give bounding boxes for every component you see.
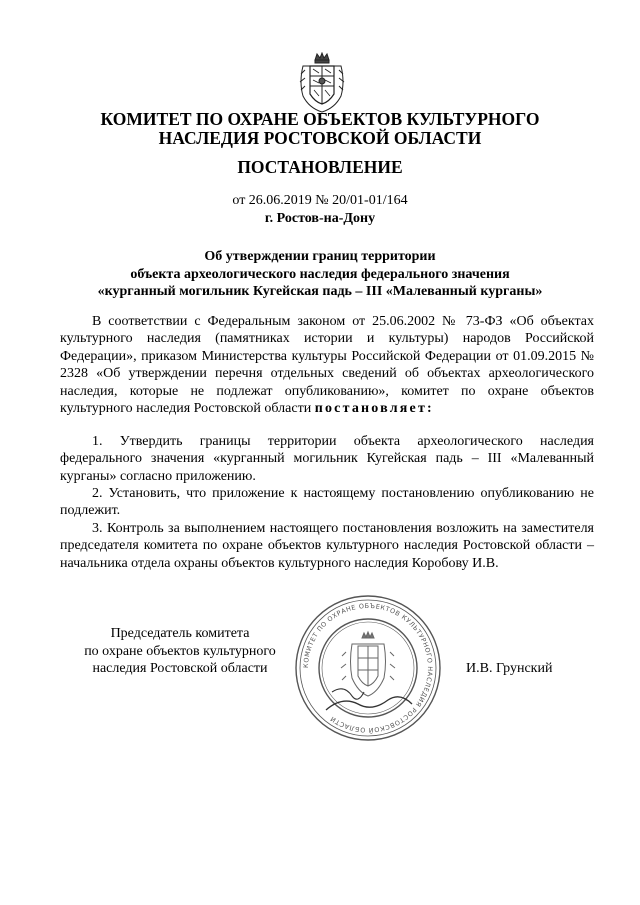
- preamble-paragraph: [60, 313, 594, 417]
- document-date-number: от 26.06.2019 № 20/01-01/164: [232, 193, 408, 208]
- subject-line3: «курганный могильник Кугейская падь – III «Малеванный курганы»: [97, 284, 543, 299]
- decision-item-1: 1. Утвердить границы территории объекта археологического наследия федерального значения «курганный могильник Кугейская падь – III «Малеванный курганы» согласно приложению.: [60, 434, 594, 484]
- organization-title-line1: КОМИТЕТ ПО ОХРАНЕ ОБЪЕКТОВ КУЛЬТУРНОГО: [100, 109, 540, 129]
- decree-word: постановляет:: [314, 401, 434, 417]
- preamble-text: В соответствии с Федеральным законом от 25.06.2002 № 73-ФЗ «Об объектах культурного наследия (памятниках истории и культуры) народов Российской Федерации», приказом Министерства культуры Российской Федерации от 01.09.2015 № 2328 «Об утверждении перечня отдельных сведений об объектах археологического наследия, которые не подлежат опубликованию», комитет по охране объектов культурного наследия Ростовской области: [60, 314, 594, 417]
- official-seal-icon: [292, 592, 444, 744]
- coat-of-arms-icon: [295, 52, 349, 114]
- organization-title-line2: НАСЛЕДИЯ РОСТОВСКОЙ ОБЛАСТИ: [158, 128, 482, 148]
- organization-title: [60, 110, 580, 148]
- signatory-name: И.В. Грунский: [466, 661, 553, 676]
- document-type: ПОСТАНОВЛЕНИЕ: [237, 157, 403, 177]
- signatory-title-line2: по охране объектов культурного: [84, 643, 276, 659]
- decision-item-3: 3. Контроль за выполнением настоящего постановления возложить на заместителя председателя комитета по охране объектов культурного наследия Ростовской области – начальника отдела охраны объектов культурного наследия Коробову И.В.: [60, 521, 594, 571]
- seal-text: КОМИТЕТ ПО ОХРАНЕ ОБЪЕКТОВ КУЛЬТУРНОГО НАСЛЕДИЯ РОСТОВСКОЙ ОБЛАСТИ: [301, 601, 435, 735]
- decision-item-2: 2. Установить, что приложение к настоящему постановлению опубликованию не подлежит.: [60, 486, 594, 519]
- document-city: г. Ростов-на-Дону: [264, 211, 376, 226]
- subject-line2: объекта археологического наследия федерального значения: [130, 266, 510, 282]
- subject-line1: Об утверждении границ территории: [204, 249, 436, 264]
- signatory-title: [60, 625, 300, 678]
- document-subject: [60, 248, 580, 301]
- signatory-title-line3: наследия Ростовской области: [92, 661, 268, 676]
- signatory-title-line1: Председатель комитета: [110, 626, 250, 641]
